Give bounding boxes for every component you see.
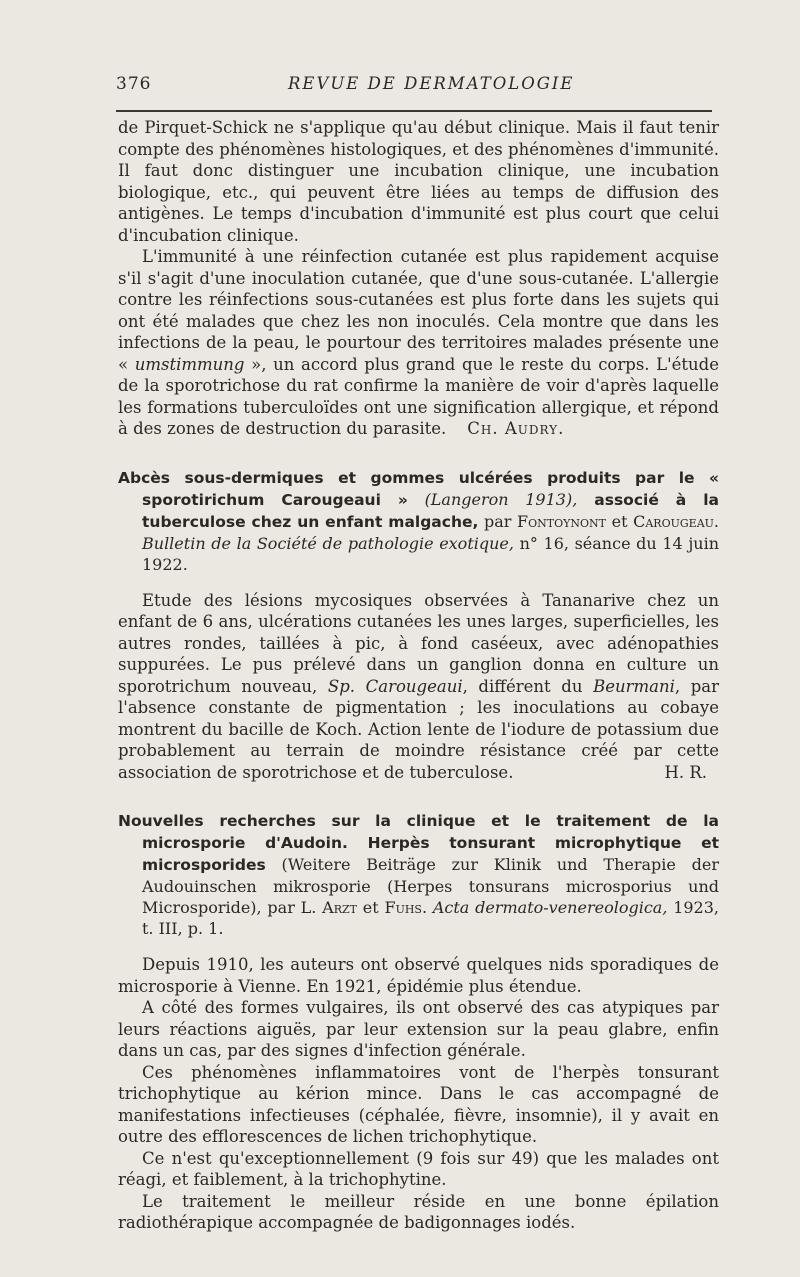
- abstract-heading: Nouvelles recherches sur la clinique et le traitement de la microsporie d'Audoin. Herpès tonsurant microphytique et microsporides (Weitere Beiträge zur Klinik und Therapie der Audouinschen mikrosporie (Herpes tonsurans microsporius und Microsporide), par L. Arzt et Fuhs. Acta dermato-venereologica, 1923, t. III, p. 1.: [118, 812, 720, 938]
- author: L. Arzt: [300, 898, 357, 917]
- page-number: 376: [116, 74, 152, 94]
- paragraph: Ce n'est qu'exceptionnellement (9 fois sur 49) que les malades ont réagi, et faiblement, à la trichophytine.: [118, 1148, 719, 1189]
- author: Carougeau.: [633, 511, 719, 531]
- paragraph: de Pirquet-Schick ne s'applique qu'au début clinique. Mais il faut tenir compte des phénomènes histologiques, et des phénomènes d'immunité. Il faut donc distinguer une incubation clinique, une incubation biologique, etc., qui peuvent être liées au temps de diffusion des antigènes. Le temps d'incubation d'immunité est plus court que celui d'incubation clinique.: [118, 118, 719, 245]
- paragraph: L'immunité à une réinfection cutanée est plus rapidement acquise s'il s'agit d'une inoculation cutanée, que d'une sous-cutanée. L'allergie contre les réinfections sous-cutanées est plus forte dans les sujets qui ont été malades que chez les non inoculés. Cela montre que dans les infections de la peau, le pourtour des territoires malades présente une « umstimmung », un accord plus grand que le reste du corps. L'étude de la sporotrichose du rat confirme la manière de voir d'après laquelle les formations tuberculoïdes ont une signification allergique, et répond à des zones de destruction du parasite. Ch. Audry.: [118, 247, 720, 438]
- paragraph: Le traitement le meilleur réside en une bonne épilation radiothérapique accompagnée de badigonnages iodés.: [118, 1191, 719, 1232]
- journal-name: Bulletin de la Société de pathologie exotique,: [142, 533, 514, 553]
- journal-name: Acta dermato-venereologica,: [427, 898, 668, 917]
- paragraph: Depuis 1910, les auteurs ont observé quelques nids sporadiques de microsporie à Vienne. En 1921, épidémie plus étendue.: [118, 955, 719, 996]
- header-rule: [116, 110, 712, 112]
- page-body: [118, 117, 719, 1234]
- signature: H. R.: [664, 762, 707, 782]
- paragraph: Ces phénomènes inflammatoires vont de l'herpès tonsurant trichophytique au kérion mince. Dans le cas accompagné de manifestations infectieuses (céphalée, fièvre, insomnie), il y avait en outre des efflorescences de lichen trichophytique.: [118, 1062, 719, 1146]
- paragraph: Etude des lésions mycosiques observées à Tananarive chez un enfant de 6 ans, ulcérations cutanées les unes larges, superficielles, les autres rondes, taillées à pic, à fond caséeux, avec adénopathies suppurées. Le pus prélevé dans un ganglion donna en culture un sporotrichum nouveau, Sp. Carougeaui, différent du Beurmani, par l'absence constante de pigmentation ; les inoculations au cobaye montrent du bacille de Koch. Action lente de l'iodure de potassium due probablement au terrain de moindre résistance créé par cette association de sporotrichose et de tuberculose.: [118, 590, 719, 782]
- issue-info: 1923, t. III, p. 1.: [142, 898, 720, 938]
- species-name: Sp. Carougeaui: [327, 676, 463, 696]
- abstract-title: Abcès sous-dermiques et gommes ulcérées produits par le « sporotirichum Carougeaui »: [118, 468, 719, 509]
- issue-info: n° 16, séance du 14 juin 1922.: [142, 533, 720, 574]
- author: Fuhs.: [384, 898, 428, 917]
- signature: Ch. Audry.: [467, 419, 565, 438]
- running-title: REVUE DE DERMATOLOGIE: [288, 74, 575, 93]
- abstract-heading: Abcès sous-dermiques et gommes ulcérées produits par le « sporotirichum Carougeaui » (Langeron 1913), associé à la tuberculose chez un enfant malgache, par Fontoynont et Carougeau. Bulletin de la Société de pathologie exotique, n° 16, séance du 14 juin 1922.: [118, 468, 720, 574]
- abstract-sporotrichum: [118, 467, 719, 784]
- abstract-title: Nouvelles recherches sur la clinique et le traitement de la microsporie d'Audoin. Herpès tonsurant microphytique et microsporides: [118, 812, 719, 874]
- author: Fontoynont: [517, 511, 607, 531]
- italic-term: umstimmung: [134, 354, 245, 374]
- german-subtitle: (Weitere Beiträge zur Klinik und Therapie der Audouinschen mikrosporie (Herpes tonsurans microsporius und Microsporide), par: [142, 855, 719, 917]
- species-name: Beurmani: [593, 676, 675, 696]
- abstract-microsporie: [118, 810, 719, 1234]
- paragraph: A côté des formes vulgaires, ils ont observé des cas atypiques par leurs réactions aiguës, par leur extension sur la peau glabre, enfin dans un cas, par des signes d'infection générale.: [118, 998, 719, 1060]
- previous-article-tail: [118, 117, 719, 440]
- title-reference: (Langeron 1913),: [424, 489, 578, 509]
- page-header: [116, 74, 712, 104]
